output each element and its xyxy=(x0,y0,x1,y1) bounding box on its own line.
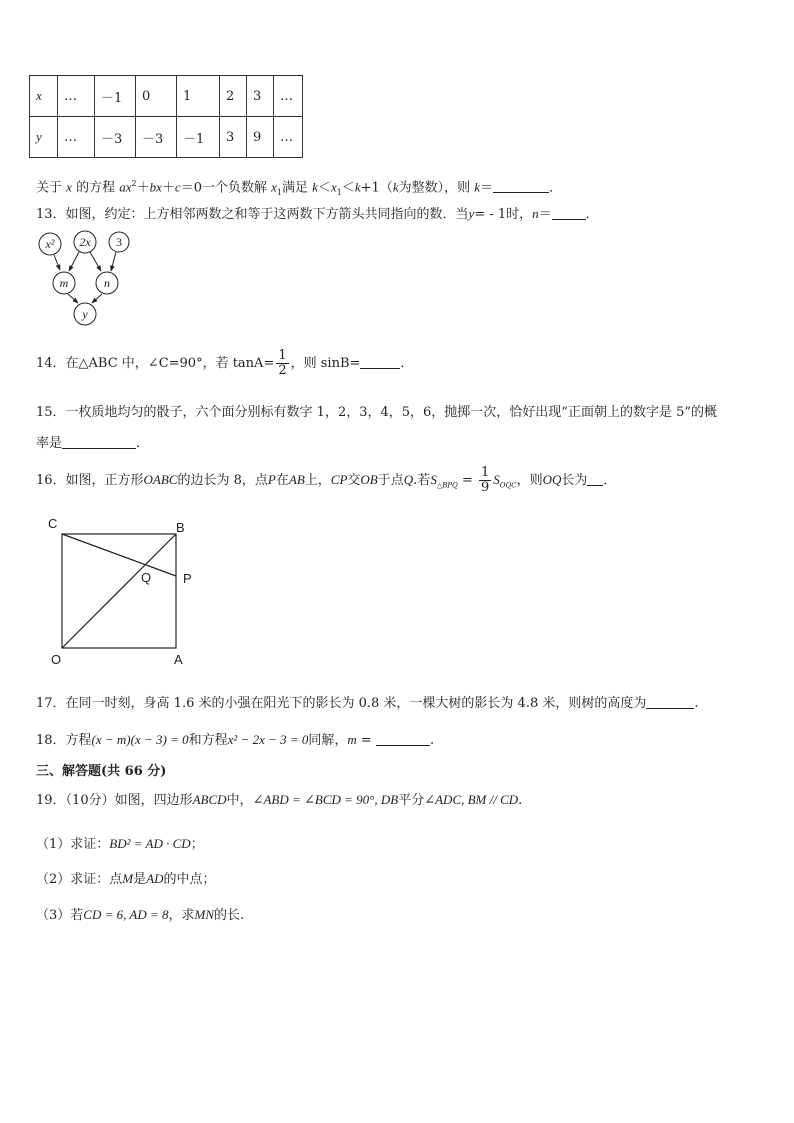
square-figure xyxy=(44,512,204,672)
table-cell: 2 xyxy=(220,76,247,117)
answer-blank[interactable] xyxy=(376,733,430,746)
table-cell: … xyxy=(58,117,95,158)
table-cell: －3 xyxy=(136,117,177,158)
table-cell: －1 xyxy=(95,76,136,117)
arrow-line xyxy=(92,294,102,303)
question-12-tail: 关于 x 的方程 $ax^2+bx+c=0$一个负数解 $x_1$满足 $k<x_1<k+1(k$为整数），则 k＝ ． xyxy=(36,179,563,197)
question-17: 17．在同一时刻，身高 1.6 米的小强在阳光下的影长为 0.8 米，一棵大树的影长为 4.8 米，则树的高度为 . xyxy=(36,696,699,711)
label-c: C xyxy=(48,516,58,531)
table-cell: … xyxy=(58,76,95,117)
table-cell: 9 xyxy=(247,117,274,158)
question-19-part-3: （3）若CD = 6, AD = 8，求MN的长. xyxy=(36,907,245,923)
table-cell: 3 xyxy=(220,117,247,158)
table-header-y: y xyxy=(30,117,58,158)
arrow-line xyxy=(68,294,78,303)
answer-blank[interactable] xyxy=(587,473,603,486)
label-a: A xyxy=(174,652,183,667)
question-18: 18．方程(x − m)(x − 3) = 0和方程x² − 2x − 3 = 0同解，m = . xyxy=(36,732,435,748)
segment-cp xyxy=(62,534,176,576)
answer-blank[interactable] xyxy=(552,207,586,220)
arrow-line xyxy=(90,252,101,271)
node-label-n: n xyxy=(104,276,110,290)
question-15-line-2: 率是 ． xyxy=(36,436,150,451)
table-row xyxy=(30,76,303,117)
question-14: 14．在△ABC 中，∠C=90°，若 tanA= $\frac{1}{2}$ ，则 sinB= ． xyxy=(36,348,414,378)
table-cell: … xyxy=(274,76,303,117)
arrow-line xyxy=(69,252,79,271)
question-15-line-1: 15．一枚质地均匀的骰子，六个面分别标有数字 1，2，3，4，5，6，抛掷一次，恰好出现“正面朝上的数字是 5”的概 xyxy=(36,405,717,420)
question-16: 16．如图，正方形OABC的边长为 8，点P在AB上，CP交OB于点Q.若$S_{\triangle BPQ}$ = $\frac{1}{9}$ $S_{OQC}$，则OQ长为 ． xyxy=(36,465,617,495)
table-header-x: x xyxy=(30,76,58,117)
arrow-line xyxy=(111,252,116,271)
table-row xyxy=(30,117,303,158)
table-cell: 0 xyxy=(136,76,177,117)
arrow-line xyxy=(54,255,60,270)
table-cell: 3 xyxy=(247,76,274,117)
question-19-part-1: （1）求证：BD² = AD · CD； xyxy=(36,836,204,852)
node-label-3: 3 xyxy=(116,235,122,249)
xy-value-table xyxy=(29,75,303,158)
number-tree-diagram xyxy=(34,230,144,330)
node-label-x-squared: x² xyxy=(45,237,55,251)
fraction: $\frac{1}{2}$ xyxy=(278,348,287,378)
label-p: P xyxy=(183,571,192,586)
table-cell: … xyxy=(274,117,303,158)
answer-blank[interactable] xyxy=(360,356,400,369)
node-label-y: y xyxy=(82,307,88,321)
diagonal-ob xyxy=(62,534,176,648)
table-cell: －1 xyxy=(177,117,220,158)
answer-blank[interactable] xyxy=(493,180,549,193)
answer-blank[interactable] xyxy=(62,436,136,449)
fraction: $\frac{1}{9}$ xyxy=(480,465,490,495)
node-label-m: m xyxy=(59,276,69,290)
question-19: 19．（10分）如图，四边形ABCD中，∠ABD = ∠BCD = 90°, DB平分∠ADC, BM // CD. xyxy=(36,792,523,808)
table-cell: －3 xyxy=(95,117,136,158)
table-cell: 1 xyxy=(177,76,220,117)
label-o: O xyxy=(51,652,62,667)
node-label-2x: 2x xyxy=(79,235,91,249)
question-13: 13．如图，约定：上方相邻两数之和等于这两数下方箭头共同指向的数．当y= - 1时，n＝ ． xyxy=(36,206,599,222)
question-19-part-2: （2）求证：点M是AD的中点； xyxy=(36,871,216,887)
section-heading: 三、解答题(共 66 分) xyxy=(36,764,167,779)
answer-blank[interactable] xyxy=(646,696,694,709)
label-q: Q xyxy=(141,570,152,585)
label-b: B xyxy=(176,520,185,535)
